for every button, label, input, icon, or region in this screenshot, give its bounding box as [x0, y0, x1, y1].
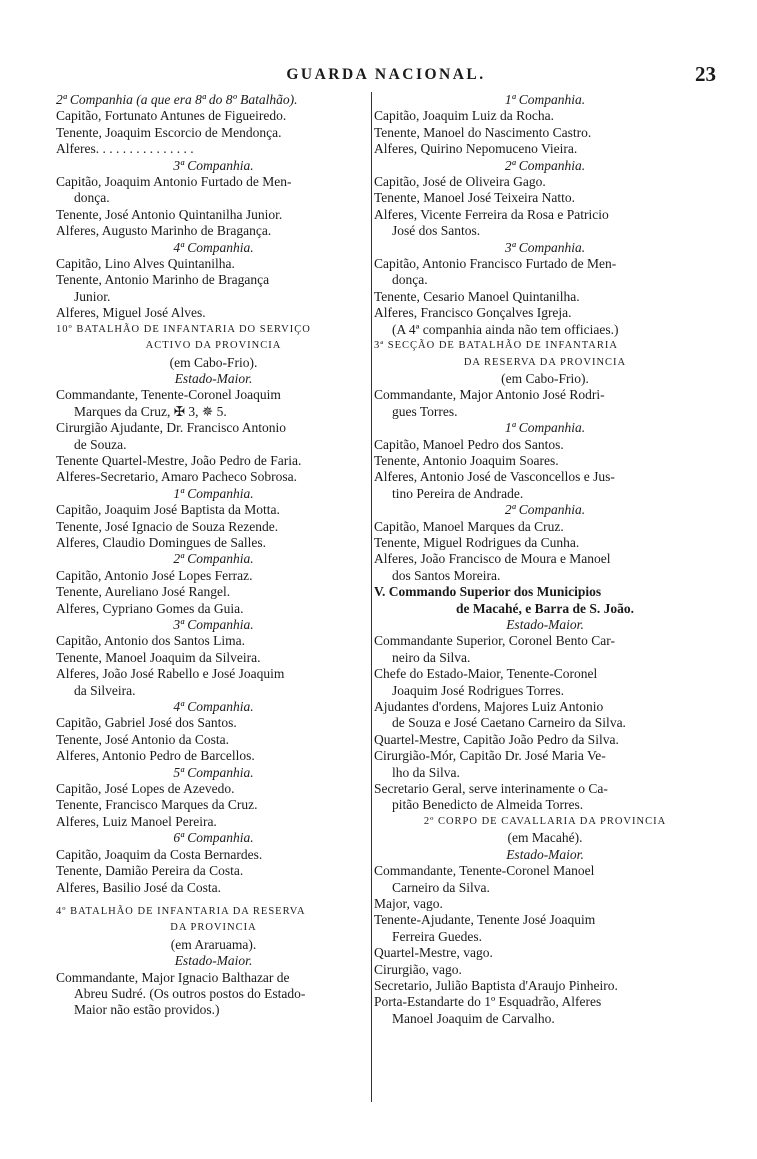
- text-line: (em Cabo-Frio).: [501, 370, 589, 386]
- page-number: 23: [695, 62, 716, 86]
- text-line: 2ª Companhia.: [504, 502, 586, 518]
- text-line: pitão Benedicto de Almeida Torres.: [392, 797, 584, 813]
- text-line: Secretario Geral, serve interinamente o Ca-: [374, 781, 608, 797]
- text-line: Tenente, Manoel do Nascimento Castro.: [374, 124, 592, 140]
- text-line: 2º CORPO DE CAVALLARIA DA PROVINCIA: [423, 815, 667, 827]
- text-line: Tenente-Ajudante, Tenente José Joaquim: [374, 912, 596, 928]
- text-line: 2ª Companhia.: [504, 157, 586, 173]
- text-line: Commandante, Tenente-Coronel Manoel: [374, 863, 595, 879]
- text-line: Alferes. . . . . . . . . . . . . . .: [56, 141, 194, 157]
- text-line: Capitão, Antonio José Lopes Ferraz.: [56, 567, 253, 583]
- text-line: Porta-Estandarte do 1º Esquadrão, Alferes: [374, 994, 602, 1010]
- text-line: Tenente, José Ignacio de Souza Rezende.: [56, 518, 279, 534]
- left-column: [56, 92, 371, 1019]
- text-line: Ajudantes d'ordens, Majores Luiz Antonio: [374, 699, 604, 715]
- text-line: Estado-Maior.: [506, 617, 584, 632]
- text-line: 6ª Companhia.: [173, 830, 254, 846]
- text-line: Secretario, Julião Baptista d'Araujo Pinheiro.: [374, 977, 618, 993]
- text-line: Capitão, Joaquim Luiz da Rocha.: [374, 108, 554, 124]
- text-line: Capitão, Joaquim José Baptista da Motta.: [56, 502, 280, 518]
- text-line: Junior.: [74, 288, 111, 304]
- text-line: 1ª Companhia.: [173, 485, 254, 501]
- text-line: da Silveira.: [74, 682, 136, 698]
- text-line: Alferes, Cypriano Gomes da Guia.: [56, 600, 244, 616]
- text-line: Tenente, Miguel Rodrigues da Cunha.: [374, 534, 580, 550]
- text-line: donça.: [74, 190, 110, 206]
- text-line: Tenente, Antonio Joaquim Soares.: [374, 452, 559, 468]
- text-line: Chefe do Estado-Maior, Tenente-Coronel: [374, 666, 598, 682]
- text-line: Cirurgião-Mór, Capitão Dr. José Maria Ve-: [374, 748, 606, 764]
- text-line: Quartel-Mestre, vago.: [374, 945, 493, 961]
- text-line: 10º BATALHÃO DE INFANTARIA DO SERVIÇO: [56, 323, 311, 335]
- page-header: [56, 62, 716, 90]
- text-line: Alferes, João José Rabello e José Joaquim: [56, 666, 285, 682]
- text-line: Marques da Cruz, ✠ 3, ✵ 5.: [74, 403, 227, 419]
- running-title: GUARDA NACIONAL.: [286, 66, 486, 83]
- text-line: dos Santos Moreira.: [392, 567, 501, 583]
- text-line: de Macahé, e Barra de S. João.: [455, 600, 635, 616]
- text-line: Capitão, Gabriel José dos Santos.: [56, 715, 237, 731]
- text-line: Tenente, Joaquim Escorcio de Mendonça.: [56, 124, 282, 140]
- text-line: Capitão, Antonio Francisco Furtado de Men-: [374, 256, 617, 272]
- text-line: Alferes, Claudio Domingues de Salles.: [56, 534, 266, 550]
- text-line: Alferes, Augusto Marinho de Bragança.: [56, 223, 272, 239]
- text-line: Tenente, Manoel José Teixeira Natto.: [374, 190, 576, 206]
- text-line: gues Torres.: [392, 403, 458, 419]
- text-line: DA PROVINCIA: [170, 922, 257, 934]
- text-line: de Souza.: [74, 436, 127, 452]
- text-line: Ferreira Guedes.: [392, 928, 482, 944]
- text-line: Commandante, Tenente-Coronel Joaquim: [56, 387, 281, 403]
- text-line: Estado-Maior.: [506, 846, 584, 862]
- text-line: Commandante Superior, Coronel Bento Car-: [374, 633, 616, 649]
- text-line: de Souza e José Caetano Carneiro da Silva.: [392, 715, 626, 731]
- text-line: Manoel Joaquim de Carvalho.: [392, 1010, 555, 1026]
- text-line: Joaquim José Rodrigues Torres.: [392, 682, 565, 698]
- text-line: Capitão, Antonio dos Santos Lima.: [56, 633, 245, 649]
- text-line: Capitão, Joaquim Antonio Furtado de Men-: [56, 174, 292, 190]
- text-line: Major, vago.: [374, 895, 443, 911]
- text-line: 2ª Companhia.: [173, 551, 254, 567]
- text-line: Capitão, Lino Alves Quintanilha.: [56, 256, 235, 272]
- text-line: lho da Silva.: [392, 764, 460, 780]
- text-line: 2ª Companhia (a que era 8ª do 8º Batalhão).: [56, 92, 298, 107]
- text-line: ACTIVO DA PROVINCIA: [145, 340, 282, 352]
- column-divider: [371, 92, 372, 1102]
- text-line: Capitão, José de Oliveira Gago.: [374, 174, 546, 190]
- text-line: Capitão, Fortunato Antunes de Figueiredo.: [56, 108, 287, 124]
- text-line: 4º BATALHÃO DE INFANTARIA DA RESERVA: [56, 905, 306, 917]
- text-line: Tenente, Aureliano José Rangel.: [56, 584, 231, 600]
- text-line: Tenente, José Antonio Quintanilha Junior.: [56, 206, 283, 222]
- text-line: Alferes, Basilio José da Costa.: [56, 879, 221, 895]
- text-line: Alferes, Vicente Ferreira da Rosa e Patricio: [374, 206, 609, 222]
- text-line: Capitão, Joaquim da Costa Bernardes.: [56, 846, 263, 862]
- text-line: donça.: [392, 272, 428, 288]
- text-line: 5ª Companhia.: [173, 764, 254, 780]
- text-line: Capitão, Manoel Marques da Cruz.: [374, 518, 564, 534]
- text-line: Maior não estão providos.): [74, 1002, 220, 1018]
- text-line: DA RESERVA DA PROVINCIA: [463, 356, 627, 368]
- text-line: (em Araruama).: [170, 936, 257, 952]
- text-line: Alferes-Secretario, Amaro Pacheco Sobrosa.: [56, 469, 298, 485]
- text-line: Cirurgião Ajudante, Dr. Francisco Antonio: [56, 420, 286, 436]
- text-line: Capitão, Manoel Pedro dos Santos.: [374, 436, 564, 452]
- text-line: tino Pereira de Andrade.: [392, 485, 524, 501]
- text-line: Tenente, Manoel Joaquim da Silveira.: [56, 649, 261, 665]
- text-line: 3ª Companhia.: [504, 239, 586, 255]
- text-line: neiro da Silva.: [392, 649, 471, 665]
- text-line: Commandante, Major Antonio José Rodri-: [374, 387, 605, 403]
- text-line: (A 4ª companhia ainda não tem officiaes.): [392, 321, 619, 337]
- text-line: Tenente Quartel-Mestre, João Pedro de Faria.: [56, 452, 302, 468]
- text-line: 4ª Companhia.: [173, 239, 254, 255]
- text-line: Alferes, Antonio Pedro de Barcellos.: [56, 748, 255, 764]
- text-line: [56, 896, 371, 904]
- text-line: Alferes, João Francisco de Moura e Manoel: [374, 551, 611, 567]
- text-line: Estado-Maior.: [174, 953, 253, 969]
- text-line: 4ª Companhia.: [173, 699, 254, 715]
- text-line: Commandante, Major Ignacio Balthazar de: [56, 969, 290, 985]
- text-line: Carneiro da Silva.: [392, 879, 490, 895]
- text-line: Abreu Sudré. (Os outros postos do Estado-: [74, 985, 306, 1001]
- text-line: Tenente, Antonio Marinho de Bragança: [56, 272, 270, 288]
- text-line: 3ª Companhia.: [173, 157, 254, 173]
- text-line: Alferes, Luiz Manoel Pereira.: [56, 813, 217, 829]
- text-line: (em Macahé).: [507, 830, 583, 846]
- text-line: 3ª SECÇÃO DE BATALHÃO DE INFANTARIA: [374, 340, 618, 352]
- text-line: (em Cabo-Frio).: [169, 354, 258, 370]
- text-line: Alferes, Antonio José de Vasconcellos e Jus-: [374, 469, 615, 485]
- text-line: Tenente, Damião Pereira da Costa.: [56, 863, 244, 879]
- text-line: Quartel-Mestre, Capitão João Pedro da Silva.: [374, 731, 619, 747]
- text-line: Alferes, Quirino Nepomuceno Vieira.: [374, 141, 578, 157]
- right-column: [374, 92, 716, 1027]
- text-line: Tenente, Cesario Manoel Quintanilha.: [374, 288, 580, 304]
- text-line: Tenente, José Antonio da Costa.: [56, 731, 230, 747]
- text-line: 1ª Companhia.: [504, 92, 586, 107]
- text-line: 1ª Companhia.: [504, 420, 586, 436]
- text-line: Tenente, Francisco Marques da Cruz.: [56, 797, 258, 813]
- text-line: Cirurgião, vago.: [374, 961, 462, 977]
- text-line: Capitão, José Lopes de Azevedo.: [56, 781, 235, 797]
- text-line: 3ª Companhia.: [173, 617, 254, 632]
- text-line: Alferes, Miguel José Alves.: [56, 305, 206, 321]
- text-line: V. Commando Superior dos Municipios: [374, 584, 602, 600]
- text-line: Estado-Maior.: [174, 370, 253, 386]
- text-line: Alferes, Francisco Gonçalves Igreja.: [374, 305, 572, 321]
- text-line: José dos Santos.: [392, 223, 481, 239]
